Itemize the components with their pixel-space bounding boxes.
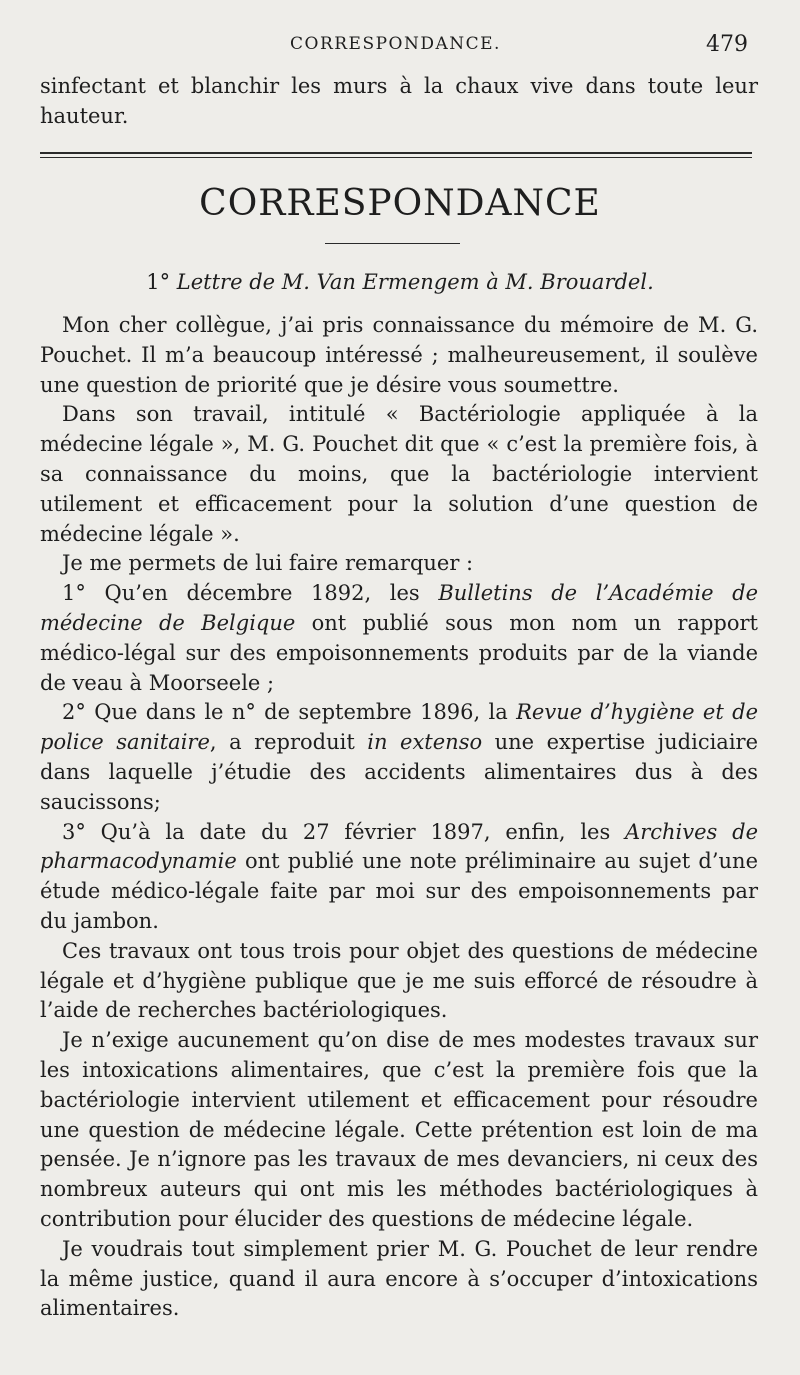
paragraph: Je n’exige aucunement qu’on dise de mes modestes travaux sur les intoxications alimentaires, que c’est la première fois que la bactériologie intervient utilement et efficacement pour résoudre une question de médecine légale. Cette prétention est loin de ma pensée. Je n’ignore pas les travaux de mes devanciers, ni ceux des nombreux auteurs qui ont mis les méthodes bactériologiques à contribution pour élucider des questions de médecine légale.: [40, 1028, 758, 1231]
paragraph: Je me permets de lui faire remarquer :: [62, 551, 474, 576]
letter-body: [40, 311, 758, 1324]
journal-title: Revue d’hygiène et de police sanitaire: [40, 700, 758, 755]
double-rule-top: [40, 152, 752, 154]
paragraph: Je voudrais tout simplement prier M. G. Pouchet de leur rendre la même justice, quand il aura encore à s’occuper d’intoxications alimentaires.: [40, 1236, 758, 1321]
paragraph: Dans son travail, intitulé « Bactériologie appliquée à la médecine légale », M. G. Pouchet dit que « c’est la première fois, à sa connaissance du moins, que la bactériologie intervient utilement et efficacement pour la solution d’une question de médecine légale ».: [40, 402, 758, 546]
letter-heading: [0, 270, 800, 294]
list-item-2: 2° Que dans le n° de septembre 1896, la Revue d’hygiène et de police sanitaire, a reproduit in extenso une expertise judiciaire dans laquelle j’étudie des accidents alimentaires dus à des saucissons;: [40, 700, 759, 814]
previous-section-end: [40, 72, 758, 132]
list-number: 3°: [62, 819, 86, 844]
continuation-text: sinfectant et blanchir les murs à la chaux vive dans toute leur hauteur.: [40, 74, 758, 128]
list-number: 2°: [62, 700, 86, 725]
paragraph: Mon cher collègue, j’ai pris connaissance du mémoire de M. G. Pouchet. Il m’a beaucoup intéressé ; malheureusement, il soulève une question de priorité que je désire vous soumettre.: [40, 313, 758, 397]
paragraph: Ces travaux ont tous trois pour objet des questions de médecine légale et d’hygiène publique que je me suis efforcé de résoudre à l’aide de recherches bactériologiques.: [40, 938, 758, 1023]
journal-title: Bulletins de l’Académie de médecine de Belgique: [40, 581, 759, 635]
journal-title: Archives de pharmacodynamie: [40, 819, 758, 874]
page-number: 479: [706, 32, 748, 57]
running-title: CORRESPONDANCE.: [290, 34, 501, 54]
list-item-1: 1° Qu’en décembre 1892, les Bulletins de l’Académie de médecine de Belgique ont publié sous mon nom un rapport médico-légal sur des empoisonnements produits par de la viande de veau à Moorseele ;: [40, 581, 759, 695]
letter-number: 1°: [146, 270, 171, 294]
title-divider: [325, 243, 460, 244]
list-item-3: 3° Qu’à la date du 27 février 1897, enfin, les Archives de pharmacodynamie ont publié une note préliminaire au sujet d’une étude médico-légale faite par moi sur des empoisonnements par du jambon.: [40, 819, 758, 933]
latin-phrase: in extenso: [367, 730, 483, 755]
double-rule-bottom: [40, 157, 752, 158]
letter-title: Lettre de M. Van Ermengem à M. Brouardel.: [176, 270, 654, 294]
section-title: CORRESPONDANCE: [199, 183, 601, 224]
list-number: 1°: [62, 581, 86, 606]
running-head: [0, 32, 800, 60]
